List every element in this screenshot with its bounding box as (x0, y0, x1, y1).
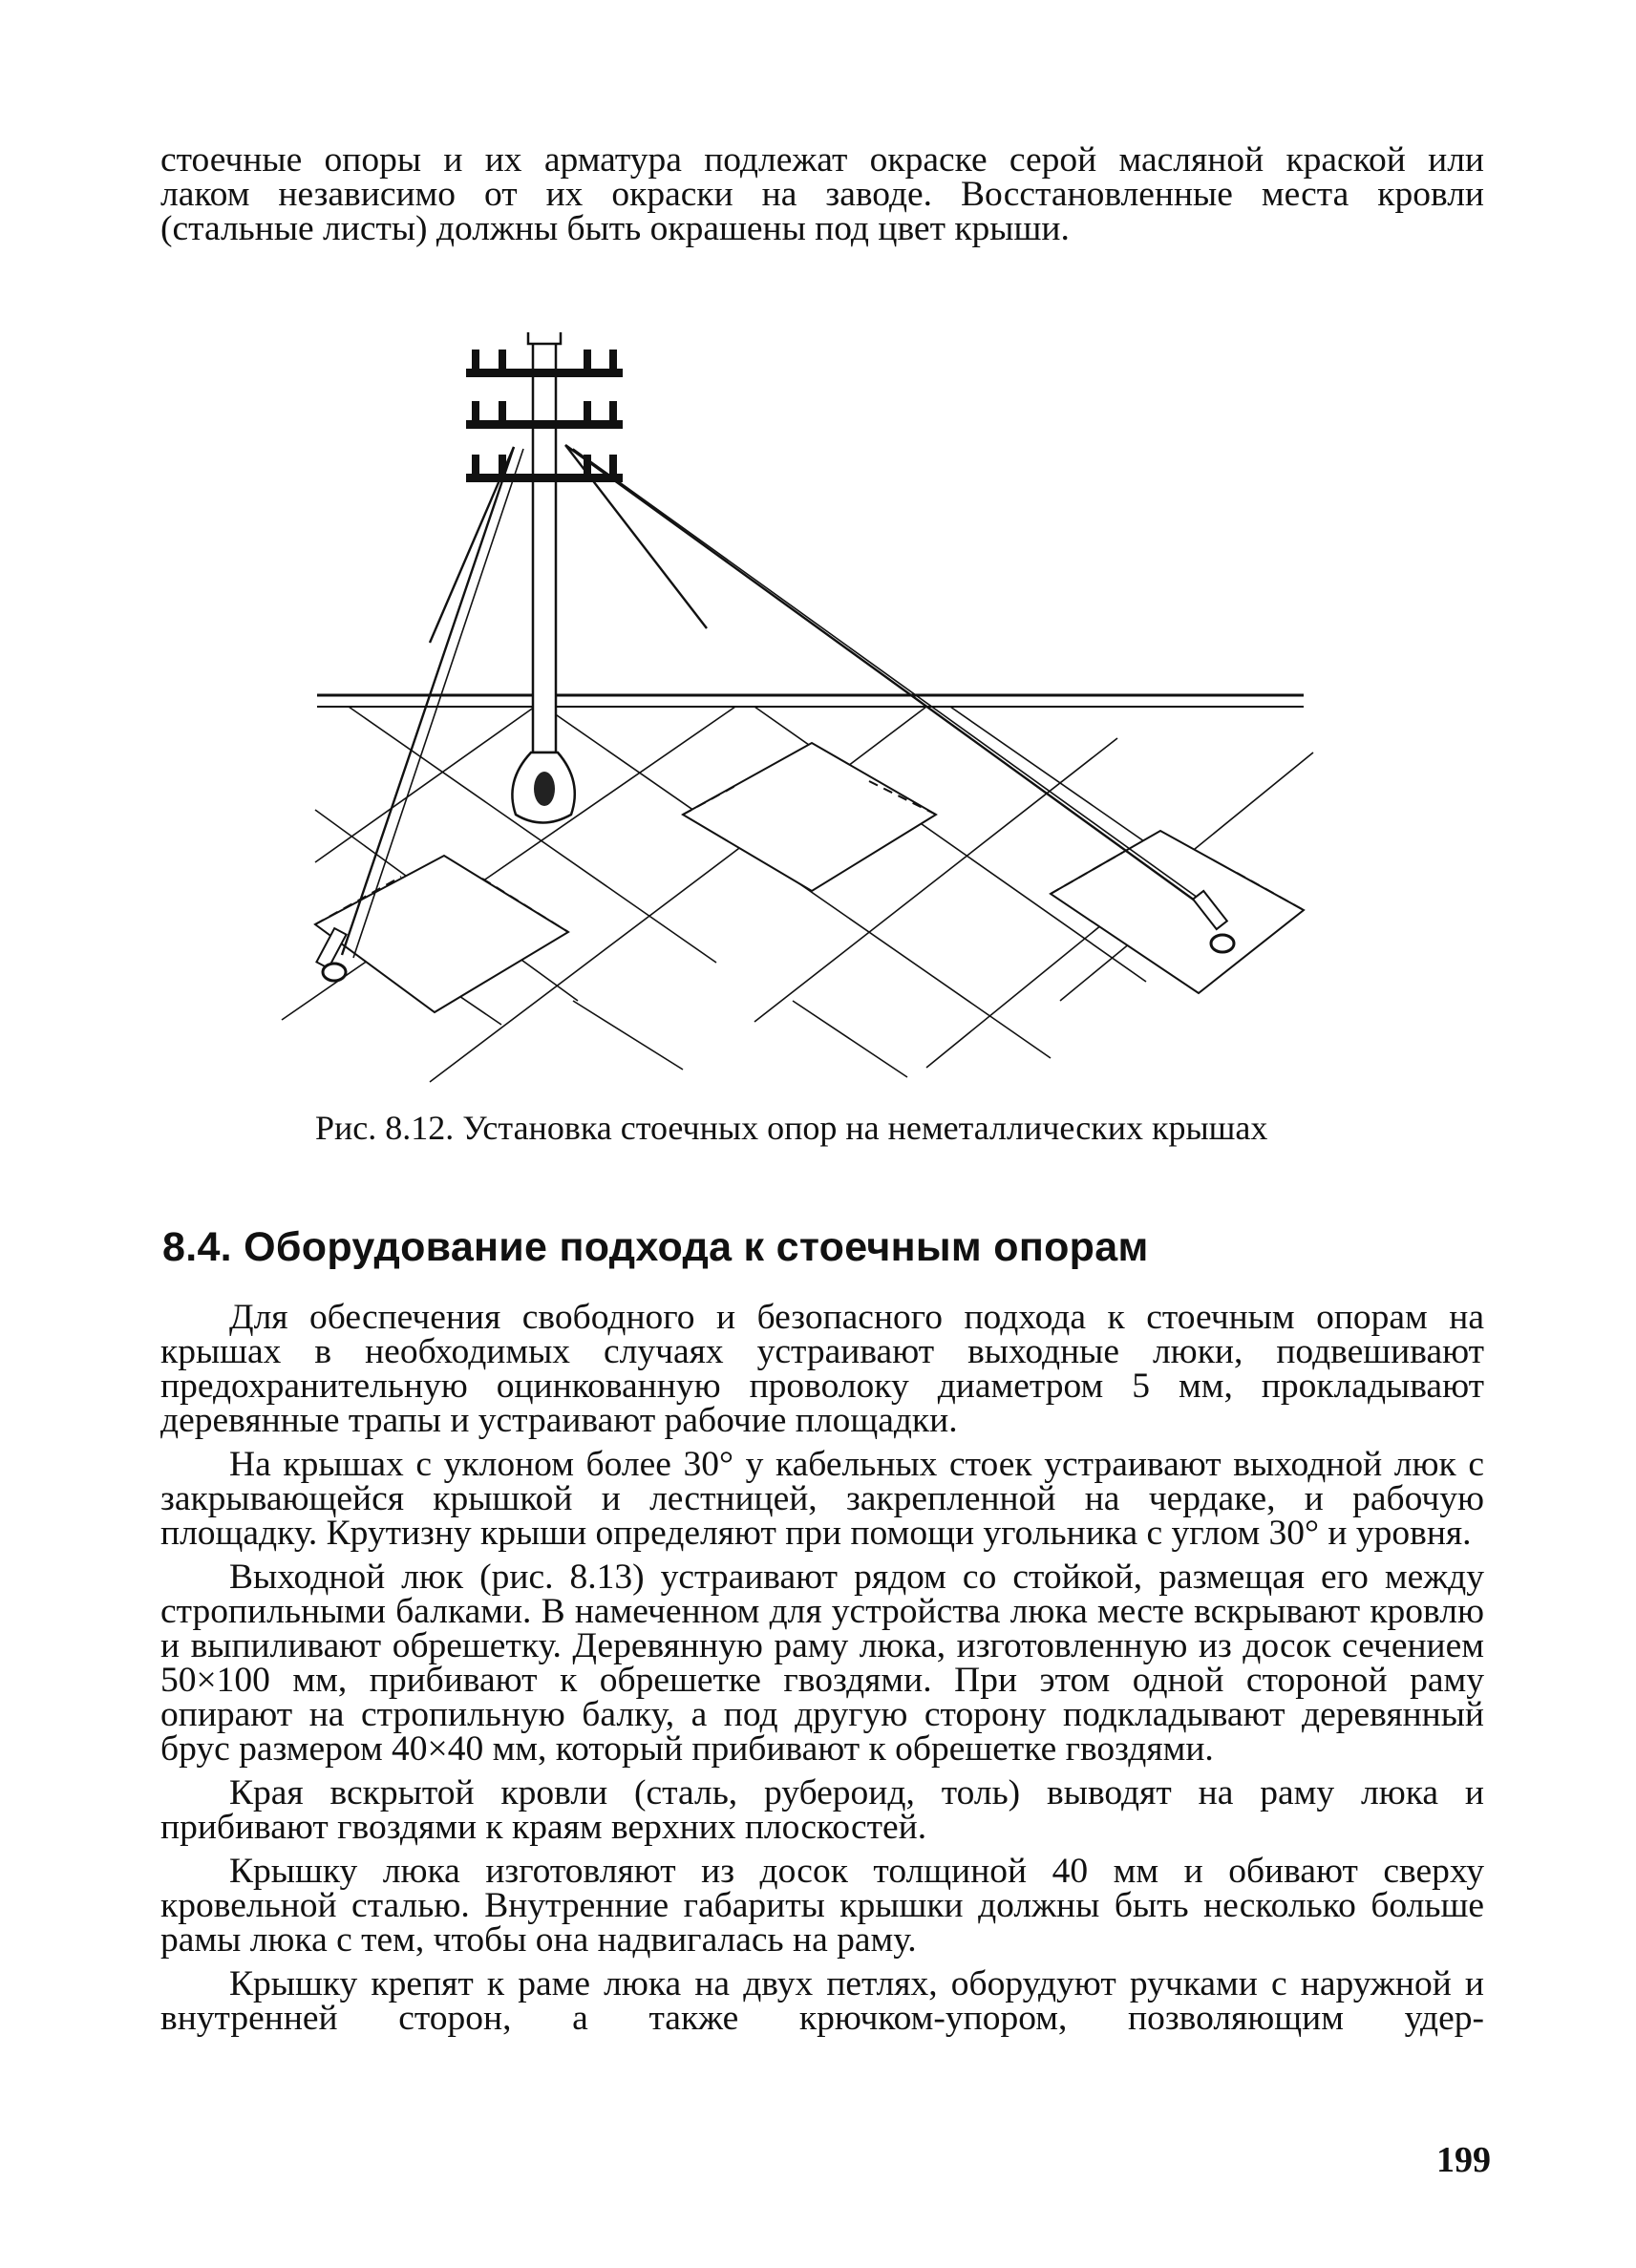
paragraph: Выходной люк (рис. 8.13) устраивают рядом со стойкой, размещая его между стропильными балками. В намеченном для устройства люка месте вскрывают кровлю и выпиливают обрешетку. Деревянную раму люка, изготовленную из досок сечением 50×100 мм, прибивают к обрешетке гвоздями. При этом одной стороной раму опирают на стропильную балку, а под другую сторону подкладывают деревянный брус размером 40×40 мм, который прибивают к обрешетке гвоздями. (160, 1558, 1484, 1769)
paragraph: На крышах с уклоном более 30° у кабельных стоек устраивают выходной люк с закрывающейся крышкой и лестницей, закрепленной на чердаке, и рабочую площадку. Крутизну крыши определяют при помощи угольника с углом 30° и уровня. (160, 1445, 1484, 1553)
crossarm-bottom (466, 474, 623, 482)
left-base-plate (315, 856, 568, 1012)
paragraph: Крышку крепят к раме люка на двух петлях, оборудуют ручками с наружной и внутренней сторон, а также крючком-упором, позволяющим удер- (160, 1964, 1484, 2038)
insulator (472, 350, 479, 369)
section-body (160, 1298, 1484, 2038)
figure-caption: Рис. 8.12. Установка стоечных опор на неметаллических крышах (315, 1109, 1268, 1147)
intro-line: (стальные листы) должны быть окрашены под цвет крыши. (160, 209, 1070, 248)
insulator (499, 350, 506, 369)
right-base-plate (1051, 831, 1304, 993)
crossarm-top (466, 369, 623, 377)
insulator (472, 401, 479, 420)
insulator (499, 401, 506, 420)
insulator (584, 401, 591, 420)
mast-base-fill (534, 772, 555, 806)
insulator (609, 455, 617, 474)
roof-lattice-line (315, 707, 535, 862)
roof-rack-illustration (258, 332, 1337, 1096)
intro-paragraph (160, 140, 1484, 248)
center-base-plate (683, 743, 936, 891)
left-anchor (323, 964, 346, 981)
insulator (472, 455, 479, 474)
paragraph: Края вскрытой кровли (сталь, рубероид, толь) выводят на раму люка и прибивают гвоздями к краям верхних плоскостей. (160, 1773, 1484, 1847)
roof-lattice-line (793, 1001, 907, 1077)
intro-line: лаком независимо от их окраски на заводе. Восстановленные места кровли (160, 175, 1484, 214)
mast-pole (533, 337, 556, 752)
left-turnbuckle (316, 928, 346, 968)
insulator (609, 350, 617, 369)
right-anchor (1211, 935, 1234, 952)
page-number: 199 (1436, 2140, 1491, 2180)
insulator (584, 350, 591, 369)
paragraph: Для обеспечения свободного и безопасного подхода к стоечным опорам на крышах в необходимых случаях устраивают выходные люки, подвешивают предохранительную оцинкованную проволоку диаметром 5 мм, прокладывают деревянные трапы и устраивают рабочие площадки. (160, 1298, 1484, 1440)
crossarm-middle (466, 420, 623, 429)
intro-line: стоечные опоры и их арматура подлежат окраске серой масляной краской или (160, 140, 1484, 180)
roof-lattice-line (573, 1001, 683, 1070)
insulator (584, 455, 591, 474)
paragraph: Крышку люка изготовляют из досок толщиной 40 мм и обивают сверху кровельной сталью. Внутренние габариты крышки должны быть несколько больше рамы люка с тем, чтобы она надвигалась на раму. (160, 1852, 1484, 1960)
insulator (499, 455, 506, 474)
section-heading: 8.4. Оборудование подхода к стоечным опорам (162, 1224, 1149, 1270)
mast-cap (528, 332, 561, 344)
roof-lattice-line (282, 707, 735, 1020)
insulator (609, 401, 617, 420)
